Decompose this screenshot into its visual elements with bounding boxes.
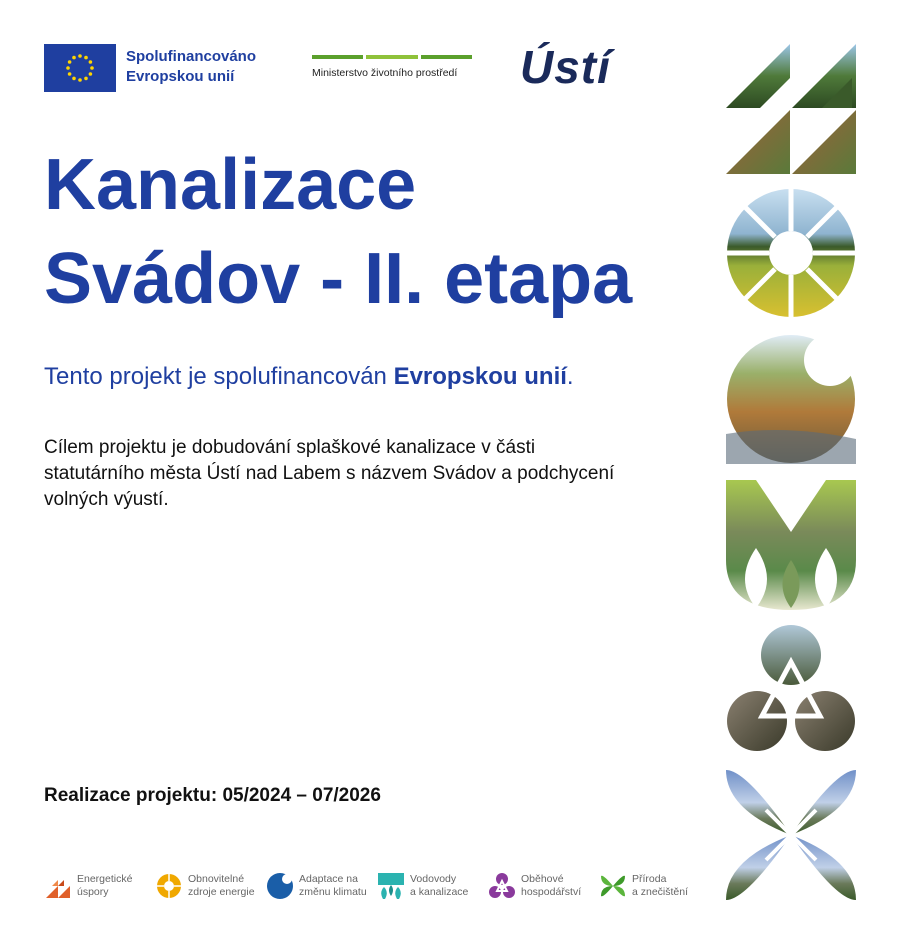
category-label: zdroje energie [188,886,255,898]
eu-flag-icon [44,44,116,92]
subtitle-suffix: . [566,363,574,390]
category-label: Adaptace na [299,873,358,885]
climate-icon [266,872,294,900]
category-renewable [155,872,266,900]
eu-text-line2: Evropskou unií [126,68,235,85]
energy-icon [44,872,72,900]
water-photo-graphic [726,480,856,610]
category-label: změnu klimatu [299,886,367,898]
sun-icon [155,872,183,900]
project-period: Realizace projektu: 05/2024 – 07/2026 [44,785,381,806]
nature-icon [599,872,627,900]
category-label: úspory [77,886,109,898]
circular-photo-graphic [726,624,856,754]
circular-icon [488,872,516,900]
eu-text-line1: Spolufinancováno [126,48,257,65]
category-label: a kanalizace [410,886,469,898]
category-water [377,872,488,900]
nature-photo-graphic [726,770,856,900]
category-label: Energetické [77,873,133,885]
sun-photo-graphic [726,188,856,318]
category-label: Vodovody [410,873,457,885]
project-description [44,435,704,513]
description-line3: volných výustí. [44,489,169,510]
category-label: Obnovitelné [188,873,245,885]
category-label: a znečištění [632,886,689,898]
subtitle-bold: Evropskou unií [393,363,567,390]
eu-cofinanced-text [126,47,256,87]
water-icon [377,872,405,900]
category-circular [488,872,599,900]
description-line1: Cílem projektu je dobudování splaškové kanalizace v části [44,437,536,458]
ministry-bars [312,55,472,59]
title-line1: Kanalizace [44,145,417,225]
description-line2: statutárního města Ústí nad Labem s názvem Svádov a podchycení [44,463,615,484]
climate-photo-graphic [726,334,856,464]
ministry-logo [312,55,472,79]
category-nature [599,872,710,900]
category-climate [266,872,377,900]
page-title [44,138,632,326]
category-energy [44,872,155,900]
category-label: Oběhové [521,873,564,885]
category-row [44,872,710,900]
usti-logo: Ústí [520,41,611,93]
subtitle-prefix: Tento projekt je spolufinancován [44,363,394,390]
title-line2: Svádov - II. etapa [44,239,633,319]
energy-photo-graphic [726,44,856,174]
ministry-name: Ministerstvo životního prostředí [312,67,458,79]
category-label: Příroda [632,873,667,885]
category-label: hospodářství [521,886,582,898]
subtitle [44,363,574,391]
